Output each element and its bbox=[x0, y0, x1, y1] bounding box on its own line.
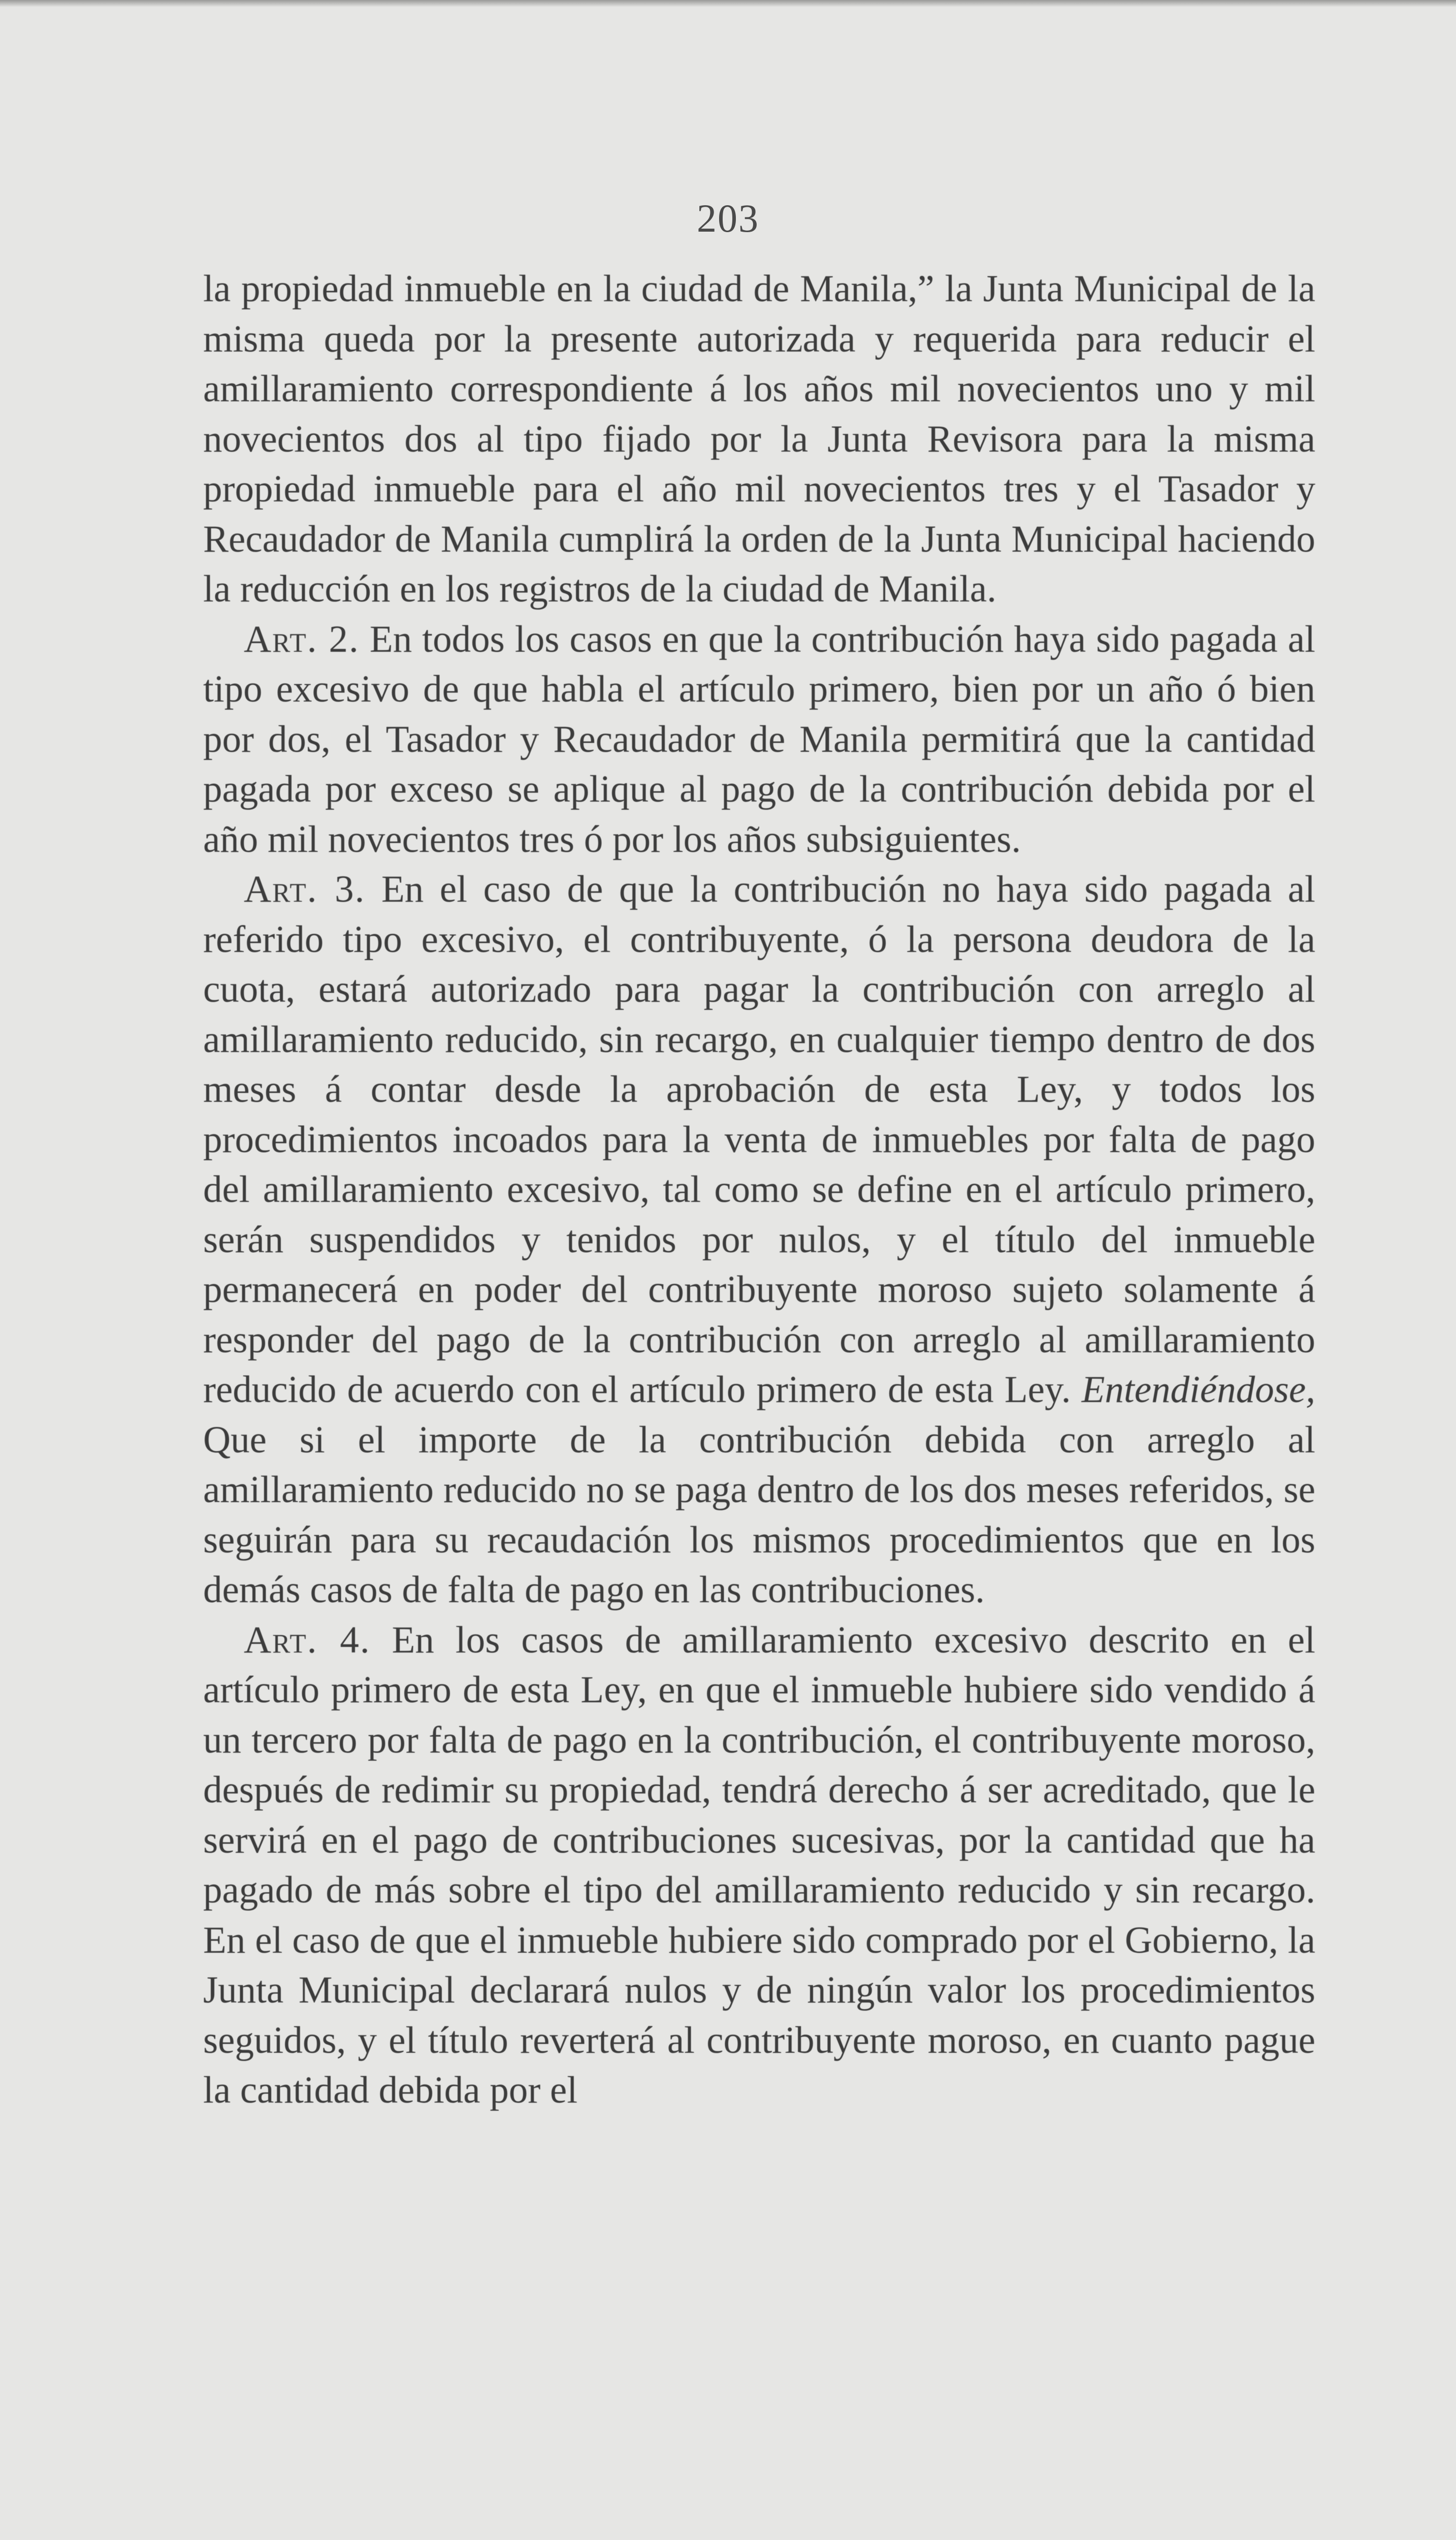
article-label: Art. 3. bbox=[244, 868, 366, 910]
emphasis-text: Entendiéndose, bbox=[1081, 1369, 1315, 1411]
page-number: 203 bbox=[697, 196, 759, 240]
article-label: Art. 2. bbox=[244, 618, 360, 660]
paragraph-text: En el caso de que la contribución no haya sido pagada al referido tipo excesivo, el contribuyente, ó la persona deudora de la cuota, estará autorizado para pagar la contribución con arreglo al amillaramiento reducido, sin recargo, en cualquier tiempo dentro de dos meses á contar desde la aprobación de esta Ley, y todos los procedimientos incoados para la venta de inmuebles por falta de pago del amillaramiento excesivo, tal como se define en el artículo primero, serán suspendidos y tenidos por nulos, y el título del inmueble permanecerá en poder del contribuyente moroso sujeto solamente á responder del pago de la contribución con arreglo al amillaramiento reducido de acuerdo con el artículo primero de esta Ley. bbox=[203, 868, 1315, 1411]
paragraph-text-tail: Que si el importe de la contribución debida con arreglo al amillaramiento reducido no se paga dentro de los dos meses referidos, se seguirán para su recaudación los mismos procedimientos que en los demás casos de falta de pago en las contribuciones. bbox=[203, 1418, 1315, 1611]
article-3 bbox=[203, 865, 1315, 1615]
body-text bbox=[203, 264, 1315, 2116]
paragraph-text: En los casos de amillaramiento excesivo descrito en el artículo primero de esta Ley, en que el inmueble hubiere sido vendido á un tercero por falta de pago en la contribución, el contribuyente moroso, después de redimir su propiedad, tendrá derecho á ser acreditado, que le servirá en el pago de contribuciones sucesivas, por la cantidad que ha pagado de más sobre el tipo del amillaramiento reducido y sin recargo. En el caso de que el inmueble hubiere sido comprado por el Gobierno, la Junta Municipal declarará nulos y de ningún valor los procedimientos seguidos, y el título reverterá al contribuyente moroso, en cuanto pague la cantidad debida por el bbox=[203, 1618, 1315, 2111]
article-4 bbox=[203, 1615, 1315, 2116]
paragraph-continuation bbox=[203, 264, 1315, 615]
paragraph-text: En todos los casos en que la contribución haya sido pagada al tipo excesivo de que habla el artículo primero, bien por un año ó bien por dos, el Tasador y Recaudador de Manila permitirá que la cantidad pagada por exceso se aplique al pago de la contribución debida por el año mil novecientos tres ó por los años subsiguientes. bbox=[203, 618, 1315, 861]
paragraph-text: la propiedad inmueble en la ciudad de Manila,” la Junta Municipal de la misma queda por la presente autorizada y requerida para reducir el amillaramiento correspondiente á los años mil novecientos uno y mil novecientos dos al tipo fijado por la Junta Revisora para la misma propiedad inmueble para el año mil novecientos tres y el Tasador y Recaudador de Manila cumplirá la orden de la Junta Municipal haciendo la reducción en los registros de la ciudad de Manila. bbox=[203, 268, 1315, 610]
article-label: Art. 4. bbox=[244, 1618, 371, 1661]
page-top-edge bbox=[0, 0, 1456, 7]
article-2 bbox=[203, 615, 1315, 865]
